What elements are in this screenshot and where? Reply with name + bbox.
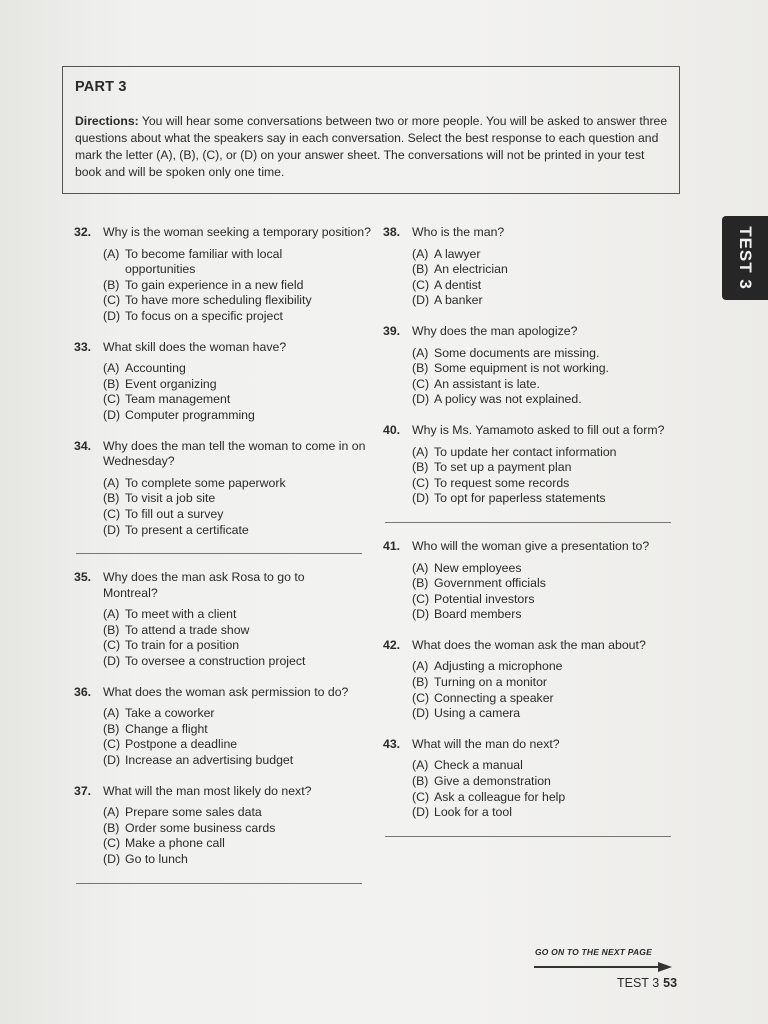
question-39	[383, 324, 683, 408]
question-text: Why is Ms. Yamamoto asked to fill out a form?	[412, 422, 665, 437]
option-a	[412, 445, 683, 461]
option-letter: (C)	[103, 836, 121, 851]
option-letter: (A)	[103, 246, 120, 261]
option-text: Check a manual	[434, 758, 523, 773]
option-text: A policy was not explained.	[434, 392, 582, 407]
option-text: Team management	[125, 392, 231, 407]
option-letter: (D)	[412, 392, 430, 407]
option-c	[412, 476, 683, 492]
option-text: Ask a colleague for help	[434, 789, 566, 804]
option-letter: (D)	[412, 706, 430, 721]
option-a	[412, 758, 683, 774]
option-text: Prepare some sales data	[125, 805, 262, 820]
option-text: To gain experience in a new field	[125, 277, 304, 292]
option-text: Board members	[434, 607, 522, 622]
option-text: Potential investors	[434, 591, 535, 606]
directions-box	[62, 66, 680, 194]
option-text: To oversee a construction project	[125, 654, 306, 669]
question-text: What will the man do next?	[412, 736, 560, 751]
option-text: Turning on a monitor	[434, 675, 548, 690]
answer-options	[103, 247, 374, 325]
option-text: Go to lunch	[125, 852, 188, 866]
option-letter: (A)	[103, 475, 120, 490]
question-38	[383, 225, 683, 309]
question-number: 40.	[383, 422, 401, 437]
option-c	[103, 507, 374, 523]
option-d	[412, 706, 683, 722]
option-letter: (B)	[103, 820, 120, 835]
option-letter: (B)	[412, 675, 429, 690]
option-letter: (B)	[103, 721, 120, 736]
option-c	[103, 638, 374, 654]
option-letter: (C)	[412, 376, 430, 391]
option-letter: (B)	[103, 277, 120, 292]
option-text: To update her contact information	[434, 444, 617, 459]
answer-options	[412, 758, 683, 820]
option-letter: (B)	[412, 576, 429, 591]
option-letter: (A)	[412, 444, 429, 459]
option-letter: (B)	[103, 376, 120, 391]
option-b	[103, 377, 374, 393]
directions-text: You will hear some conversations between two or more people. You will be asked to answer three questions about what the speakers say in each conversation. Select the best response to each question and mark the letter (A), (B), (C), or (D) on your answer sheet. The conversations will not be printed in your test book and will be spoken only one time.	[75, 114, 668, 179]
option-text: Computer programming	[125, 407, 255, 422]
next-page-arrow-icon	[534, 962, 674, 972]
option-letter: (C)	[412, 690, 430, 705]
option-letter: (C)	[103, 392, 121, 407]
page-footer	[617, 976, 677, 990]
question-34	[74, 439, 374, 539]
option-d	[103, 523, 374, 539]
option-text: A dentist	[434, 277, 482, 292]
question-text: What does the woman ask the man about?	[412, 637, 646, 652]
test-side-tab	[722, 216, 768, 300]
option-c	[103, 392, 374, 408]
option-text: Some equipment is not working.	[434, 361, 609, 376]
option-text: Take a coworker	[125, 706, 215, 721]
page-number: 53	[663, 976, 678, 990]
option-letter: (C)	[412, 789, 430, 804]
option-a	[412, 346, 683, 362]
option-a	[103, 805, 374, 821]
option-text: Make a phone call	[125, 836, 225, 851]
option-b	[103, 722, 374, 738]
option-b	[103, 623, 374, 639]
option-d	[103, 852, 374, 868]
option-a	[103, 361, 374, 377]
option-letter: (C)	[412, 277, 430, 292]
option-text: A lawyer	[434, 246, 481, 261]
option-text: Event organizing	[125, 376, 217, 391]
question-number: 36.	[74, 684, 92, 699]
option-text: To request some records	[434, 475, 570, 490]
option-b	[412, 675, 683, 691]
option-letter: (D)	[103, 852, 121, 866]
option-letter: (C)	[412, 475, 430, 490]
question-text: Why is the woman seeking a temporary position?	[103, 225, 371, 239]
section-divider	[76, 553, 362, 554]
go-on-next-page: GO ON TO THE NEXT PAGE	[535, 947, 652, 957]
option-d	[412, 293, 683, 309]
right-question-column	[383, 225, 683, 853]
option-text: Connecting a speaker	[434, 690, 554, 705]
option-letter: (C)	[103, 506, 121, 521]
option-letter: (A)	[412, 560, 429, 575]
option-text: Change a flight	[125, 721, 208, 736]
question-text: What does the woman ask permission to do?	[103, 684, 349, 699]
option-text: Increase an advertising budget	[125, 753, 294, 768]
option-text: To meet with a client	[125, 607, 237, 622]
option-text: To present a certificate	[125, 522, 249, 537]
option-letter: (D)	[412, 805, 430, 820]
option-b	[412, 262, 683, 278]
answer-options	[412, 247, 683, 309]
option-text: To have more scheduling flexibility	[125, 293, 312, 308]
option-a	[103, 247, 374, 278]
option-a	[412, 247, 683, 263]
option-letter: (A)	[412, 246, 429, 261]
option-text: To fill out a survey	[125, 506, 224, 521]
section-divider	[76, 883, 362, 884]
part-title: PART 3	[75, 79, 127, 95]
question-text: Why does the man apologize?	[412, 323, 578, 338]
option-text: An electrician	[434, 262, 508, 277]
option-c	[103, 737, 374, 753]
option-letter: (B)	[412, 460, 429, 475]
option-text: Using a camera	[434, 706, 521, 721]
section-divider	[385, 836, 671, 837]
option-text: To train for a position	[125, 638, 240, 653]
option-text: Order some business cards	[125, 820, 276, 835]
option-text: Give a demonstration	[434, 774, 551, 789]
directions-paragraph	[75, 113, 669, 181]
option-text: To attend a trade show	[125, 622, 250, 637]
option-d	[412, 392, 683, 408]
question-number: 37.	[74, 783, 92, 798]
option-letter: (C)	[103, 638, 121, 653]
option-b	[412, 460, 683, 476]
question-36	[74, 685, 374, 769]
option-letter: (B)	[412, 361, 429, 376]
left-question-column	[74, 225, 374, 900]
option-letter: (B)	[412, 262, 429, 277]
option-c	[412, 592, 683, 608]
option-d	[103, 408, 374, 424]
option-letter: (B)	[412, 774, 429, 789]
answer-options	[412, 445, 683, 507]
option-c	[103, 836, 374, 852]
option-letter: (A)	[103, 706, 120, 721]
option-text: To visit a job site	[125, 491, 216, 506]
option-a	[412, 659, 683, 675]
option-text: To set up a payment plan	[434, 460, 572, 475]
option-c	[103, 293, 374, 309]
answer-options	[103, 607, 374, 669]
question-43	[383, 737, 683, 821]
option-letter: (A)	[103, 607, 120, 622]
answer-options	[103, 361, 374, 423]
option-text: Adjusting a microphone	[434, 659, 563, 674]
question-number: 41.	[383, 538, 401, 553]
option-text: New employees	[434, 560, 522, 575]
option-a	[103, 607, 374, 623]
answer-options	[103, 476, 374, 538]
option-a	[103, 706, 374, 722]
option-text: Postpone a deadline	[125, 737, 238, 752]
option-text: Government officials	[434, 576, 546, 591]
option-d	[103, 753, 374, 769]
option-letter: (A)	[412, 659, 429, 674]
option-letter: (C)	[412, 591, 430, 606]
answer-options	[412, 561, 683, 623]
footer-test-label: TEST 3	[617, 976, 660, 990]
question-number: 34.	[74, 438, 92, 453]
option-b	[103, 278, 374, 294]
question-text: Who will the woman give a presentation to?	[412, 538, 650, 553]
option-d	[412, 607, 683, 623]
option-a	[412, 561, 683, 577]
question-42	[383, 638, 683, 722]
option-c	[412, 278, 683, 294]
option-letter: (A)	[103, 805, 120, 820]
option-letter: (C)	[103, 737, 121, 752]
option-c	[412, 377, 683, 393]
option-b	[412, 774, 683, 790]
option-letter: (D)	[412, 491, 430, 506]
test-side-tab-label: TEST 3	[736, 226, 755, 290]
question-text: What skill does the woman have?	[103, 339, 287, 354]
answer-options	[412, 659, 683, 721]
option-d	[412, 805, 683, 821]
option-text: Look for a tool	[434, 805, 512, 820]
answer-options	[103, 805, 374, 867]
option-letter: (A)	[412, 345, 429, 360]
question-number: 32.	[74, 225, 92, 239]
option-text: To opt for paperless statements	[434, 491, 606, 506]
answer-options	[412, 346, 683, 408]
question-text: Why does the man tell the woman to come in on Wednesday?	[103, 438, 366, 469]
option-letter: (D)	[103, 407, 121, 422]
option-d	[103, 309, 374, 325]
option-letter: (D)	[103, 753, 121, 768]
question-37	[74, 784, 374, 868]
option-text: To focus on a specific project	[125, 308, 283, 323]
question-number: 39.	[383, 323, 401, 338]
option-b	[103, 491, 374, 507]
question-text: Who is the man?	[412, 225, 505, 239]
question-number: 33.	[74, 339, 92, 354]
option-b	[103, 821, 374, 837]
option-text: A banker	[434, 293, 483, 308]
option-c	[412, 790, 683, 806]
option-text: To become familiar with local opportunities	[125, 246, 283, 277]
question-text: Why does the man ask Rosa to go to Montreal?	[103, 570, 305, 600]
option-b	[412, 361, 683, 377]
option-letter: (D)	[103, 308, 121, 323]
option-c	[412, 691, 683, 707]
option-d	[412, 491, 683, 507]
option-letter: (D)	[103, 654, 121, 669]
option-letter: (A)	[412, 758, 429, 773]
option-text: Some documents are missing.	[434, 345, 600, 360]
option-a	[103, 476, 374, 492]
option-b	[412, 576, 683, 592]
question-32	[74, 225, 374, 325]
option-text: An assistant is late.	[434, 376, 540, 391]
option-letter: (A)	[103, 361, 120, 376]
option-text: Accounting	[125, 361, 186, 376]
question-33	[74, 340, 374, 424]
option-text: To complete some paperwork	[125, 475, 286, 490]
option-letter: (B)	[103, 622, 120, 637]
option-letter: (D)	[103, 522, 121, 537]
question-40	[383, 423, 683, 507]
answer-options	[103, 706, 374, 768]
question-41	[383, 539, 683, 623]
question-text: What will the man most likely do next?	[103, 783, 312, 798]
option-d	[103, 654, 374, 670]
question-number: 43.	[383, 736, 401, 751]
option-letter: (D)	[412, 293, 430, 308]
section-divider	[385, 522, 671, 523]
option-letter: (B)	[103, 491, 120, 506]
directions-label: Directions:	[75, 114, 139, 128]
option-letter: (C)	[103, 293, 121, 308]
question-number: 38.	[383, 225, 401, 239]
question-number: 42.	[383, 637, 401, 652]
question-35	[74, 570, 374, 670]
option-letter: (D)	[412, 607, 430, 622]
question-number: 35.	[74, 570, 92, 585]
